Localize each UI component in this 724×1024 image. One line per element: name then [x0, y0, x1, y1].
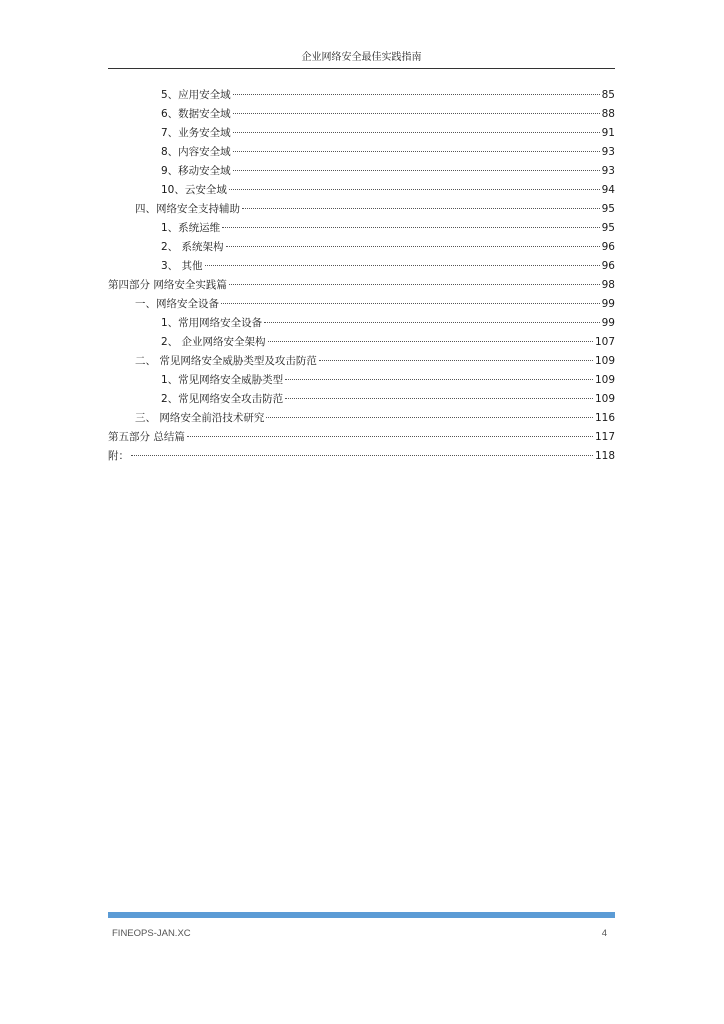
toc-entry-page: 99: [601, 298, 615, 310]
table-of-contents: [108, 86, 615, 466]
toc-entry[interactable]: [108, 447, 615, 466]
toc-leader-dots: [319, 360, 593, 361]
toc-entry[interactable]: [108, 428, 615, 447]
toc-entry-page: 85: [601, 89, 615, 101]
toc-entry-label: 7、业务安全域: [161, 127, 231, 139]
toc-entry-page: 99: [601, 317, 615, 329]
toc-entry-label: 2、 系统架构: [161, 241, 224, 253]
toc-entry-page: 98: [601, 279, 615, 291]
toc-entry-label: 3、 其他: [161, 260, 203, 272]
toc-entry-label: 1、常见网络安全威胁类型: [161, 374, 284, 386]
toc-leader-dots: [205, 265, 600, 266]
toc-entry-label: 2、 企业网络安全架构: [161, 336, 266, 348]
toc-entry-label: 1、常用网络安全设备: [161, 317, 263, 329]
toc-leader-dots: [285, 398, 593, 399]
toc-entry[interactable]: [108, 162, 615, 181]
toc-leader-dots: [221, 303, 600, 304]
toc-entry[interactable]: [108, 219, 615, 238]
toc-entry[interactable]: [108, 181, 615, 200]
toc-entry-page: 93: [601, 165, 615, 177]
toc-entry-label: 二、 常见网络安全威胁类型及攻击防范: [135, 355, 317, 367]
toc-entry[interactable]: [108, 86, 615, 105]
toc-entry-label: 三、 网络安全前沿技术研究: [135, 412, 265, 424]
footer-label: FINEOPS-JAN.XC: [112, 928, 191, 939]
toc-leader-dots: [242, 208, 600, 209]
toc-entry-label: 10、云安全域: [161, 184, 227, 196]
toc-entry[interactable]: [108, 276, 615, 295]
toc-entry[interactable]: [108, 333, 615, 352]
toc-entry-label: 第五部分 总结篇: [108, 431, 185, 443]
toc-leader-dots: [264, 322, 599, 323]
toc-entry-label: 6、数据安全域: [161, 108, 231, 120]
toc-entry-page: 95: [601, 203, 615, 215]
toc-leader-dots: [233, 132, 600, 133]
toc-entry[interactable]: [108, 371, 615, 390]
toc-entry-page: 96: [601, 260, 615, 272]
toc-entry[interactable]: [108, 409, 615, 428]
toc-entry-page: 107: [594, 336, 615, 348]
toc-entry[interactable]: [108, 352, 615, 371]
toc-entry-page: 117: [594, 431, 615, 443]
toc-entry[interactable]: [108, 257, 615, 276]
toc-leader-dots: [222, 227, 599, 228]
toc-leader-dots: [266, 417, 593, 418]
toc-entry-label: 1、系统运维: [161, 222, 221, 234]
page-header: [108, 48, 615, 69]
toc-leader-dots: [229, 189, 600, 190]
toc-leader-dots: [226, 246, 600, 247]
toc-entry[interactable]: [108, 238, 615, 257]
footer-bar: [108, 912, 615, 918]
toc-entry-page: 116: [594, 412, 615, 424]
toc-entry[interactable]: [108, 124, 615, 143]
toc-entry-page: 109: [594, 393, 615, 405]
document-title: 企业网络安全最佳实践指南: [301, 52, 422, 63]
toc-entry[interactable]: [108, 105, 615, 124]
toc-leader-dots: [233, 151, 600, 152]
toc-leader-dots: [131, 455, 593, 456]
toc-entry-page: 95: [601, 222, 615, 234]
toc-leader-dots: [233, 113, 600, 114]
toc-entry[interactable]: [108, 314, 615, 333]
toc-leader-dots: [233, 94, 600, 95]
toc-entry[interactable]: [108, 390, 615, 409]
toc-entry-label: 8、内容安全域: [161, 146, 231, 158]
toc-entry-page: 93: [601, 146, 615, 158]
toc-entry-page: 94: [601, 184, 615, 196]
toc-leader-dots: [229, 284, 600, 285]
toc-leader-dots: [233, 170, 600, 171]
toc-entry-page: 96: [601, 241, 615, 253]
page-number: 4: [601, 928, 607, 939]
toc-entry-label: 5、应用安全域: [161, 89, 231, 101]
toc-entry-label: 2、常见网络安全攻击防范: [161, 393, 284, 405]
toc-leader-dots: [268, 341, 593, 342]
toc-entry-page: 118: [594, 450, 615, 462]
toc-entry[interactable]: [108, 200, 615, 219]
toc-entry-page: 109: [594, 355, 615, 367]
toc-entry-page: 91: [601, 127, 615, 139]
toc-entry-label: 9、移动安全域: [161, 165, 231, 177]
toc-entry[interactable]: [108, 143, 615, 162]
toc-entry[interactable]: [108, 295, 615, 314]
toc-entry-label: 附：: [108, 450, 129, 462]
toc-leader-dots: [285, 379, 593, 380]
toc-leader-dots: [187, 436, 593, 437]
toc-entry-label: 一、网络安全设备: [135, 298, 219, 310]
toc-entry-page: 88: [601, 108, 615, 120]
toc-entry-label: 第四部分 网络安全实践篇: [108, 279, 227, 291]
toc-entry-page: 109: [594, 374, 615, 386]
toc-entry-label: 四、网络安全支持辅助: [135, 203, 240, 215]
